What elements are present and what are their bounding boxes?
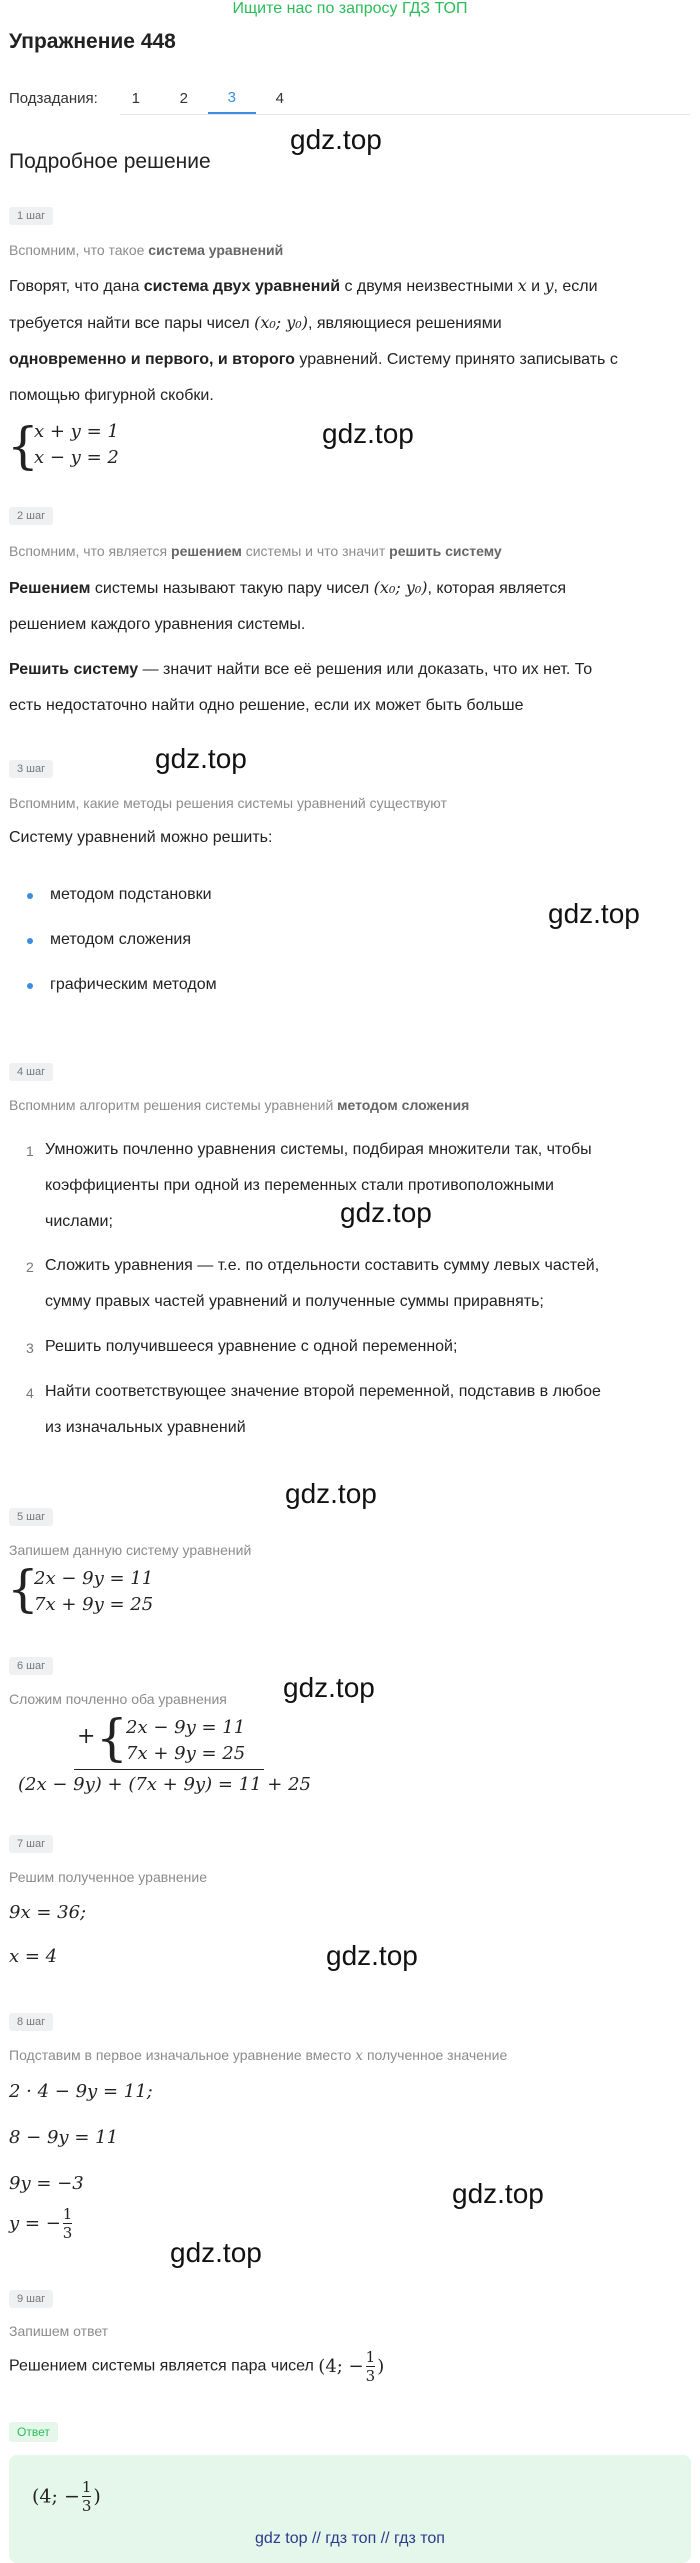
equation: 2x − 9y = 11	[126, 1717, 246, 1738]
subtask-tab-2[interactable]: 2	[179, 90, 188, 107]
equation: 7x + 9y = 25	[126, 1743, 246, 1764]
watermark: gdz.top	[155, 743, 247, 774]
step-badge: 4 шаг	[9, 1063, 53, 1081]
list-number: 2	[26, 1259, 34, 1275]
step-hint: Подставим в первое изначальное уравнение вместо x полученное значение	[9, 2047, 508, 2064]
top-search-hint-link[interactable]: Ищите нас по запросу ГДЗ ТОП	[232, 0, 468, 17]
list-item: методом подстановки	[50, 886, 212, 903]
step-badge: 7 шаг	[9, 1835, 53, 1853]
step-text: Систему уравнений можно решить:	[9, 829, 273, 846]
equation: y = − $\frac{1}{3}$	[9, 2205, 73, 2242]
list-item: Решить получившееся уравнение с одной переменной;	[45, 1338, 458, 1355]
equation: 2x − 9y = 11	[34, 1568, 154, 1589]
equation: x − y = 2	[34, 447, 119, 468]
list-item: методом сложения	[50, 931, 192, 948]
subtask-tab-1[interactable]: 1	[131, 90, 140, 107]
list-item: графическим методом	[50, 976, 217, 993]
tabs-divider	[120, 114, 690, 115]
watermark: gdz.top	[340, 1197, 432, 1228]
watermark: gdz.top	[290, 124, 382, 155]
page-title: Упражнение 448	[9, 30, 176, 53]
list-item: Сложить уравнения — т.е. по отдельности составить сумму левых частей, сумму правых частей уравнений и полученные суммы приравнять;	[45, 1257, 600, 1310]
equation: 9x = 36;	[9, 1902, 87, 1923]
step-hint: Запишем ответ	[9, 2323, 109, 2339]
step-text: Решить систему — значит найти все её решения или доказать, что их нет. То есть недостаточно найти одно решение, если их может быть больше	[9, 661, 593, 714]
step-badge: 1 шаг	[9, 207, 53, 225]
watermark: gdz.top	[452, 2178, 544, 2209]
step-badge: 3 шаг	[9, 760, 53, 778]
bullet	[27, 983, 33, 989]
step-hint: Решим полученное уравнение	[9, 1869, 208, 1885]
list-number: 4	[26, 1385, 34, 1401]
system-brace: {	[96, 1709, 128, 1767]
step-hint: Вспомним алгоритм решения системы уравнений методом сложения	[9, 1097, 470, 1113]
step-hint: Вспомним, что является решением системы и что значит решить систему	[9, 543, 502, 559]
watermark: gdz.top	[285, 1478, 377, 1509]
equation: x = 4	[9, 1946, 58, 1967]
watermark: gdz.top	[322, 418, 414, 449]
equation: 7x + 9y = 25	[34, 1594, 154, 1615]
step-hint: Запишем данную систему уравнений	[9, 1542, 252, 1558]
step-badge: 2 шаг	[9, 507, 53, 525]
plus-sign: +	[77, 1724, 96, 1749]
watermark: gdz.top	[326, 1940, 418, 1971]
list-item: Найти соответствующее значение второй переменной, подставив в любое из изначальных уравнений	[45, 1383, 601, 1436]
system-brace: {	[7, 1560, 39, 1618]
equation: 8 − 9y = 11	[9, 2127, 119, 2148]
subtask-tab-3[interactable]: 3	[208, 89, 256, 114]
equation: (2x − 9y) + (7x + 9y) = 11 + 25	[18, 1774, 311, 1795]
step-hint: Вспомним, какие методы решения системы уравнений существуют	[9, 795, 447, 811]
step-hint: Сложим почленно оба уравнения	[9, 1691, 227, 1707]
bullet	[27, 893, 33, 899]
answer-sentence: Решением системы является пара чисел (4; − $\frac{1}{3}$ )	[9, 2348, 385, 2385]
step-badge: 8 шаг	[9, 2013, 53, 2031]
sum-line	[74, 1769, 264, 1770]
watermark: gdz.top	[170, 2237, 262, 2268]
footer-links[interactable]: gdz top // гдз топ // гдз топ	[255, 2530, 445, 2547]
list-item: Умножить почленно уравнения системы, подбирая множители так, чтобы коэффициенты при одной из переменных стали противоположными числами;	[45, 1141, 592, 1230]
step-text: Решением системы называют такую пару чисел (x₀; y₀), которая является решением каждого уравнения системы.	[9, 578, 567, 633]
section-title: Подробное решение	[9, 150, 211, 173]
system-brace: {	[7, 417, 39, 475]
answer-badge: Ответ	[9, 2422, 58, 2442]
subtask-tab-4[interactable]: 4	[275, 90, 284, 107]
list-number: 1	[26, 1143, 34, 1159]
step-badge: 5 шаг	[9, 1508, 53, 1526]
equation: 2 · 4 − 9y = 11;	[9, 2081, 153, 2102]
equation: 9y = −3	[9, 2173, 84, 2194]
step-badge: 9 шаг	[9, 2290, 53, 2308]
equation: x + y = 1	[34, 421, 119, 442]
answer-value: (4; − $\frac{1}{3}$ )	[32, 2478, 101, 2515]
step-hint: Вспомним, что такое система уравнений	[9, 242, 284, 258]
step-text: Говорят, что дана система двух уравнений с двумя неизвестными x и y, если требуется найти все пары чисел (x₀; y₀), являющиеся решениями одновременно и первого, и второго уравнений. Систему принято записывать с помощью фигурной скобки.	[9, 276, 618, 404]
subtasks-nav	[9, 86, 304, 111]
watermark: gdz.top	[283, 1672, 375, 1703]
list-number: 3	[26, 1340, 34, 1356]
watermark: gdz.top	[548, 898, 640, 929]
subtasks-label: Подзадания:	[9, 90, 98, 107]
step-badge: 6 шаг	[9, 1657, 53, 1675]
bullet	[27, 938, 33, 944]
